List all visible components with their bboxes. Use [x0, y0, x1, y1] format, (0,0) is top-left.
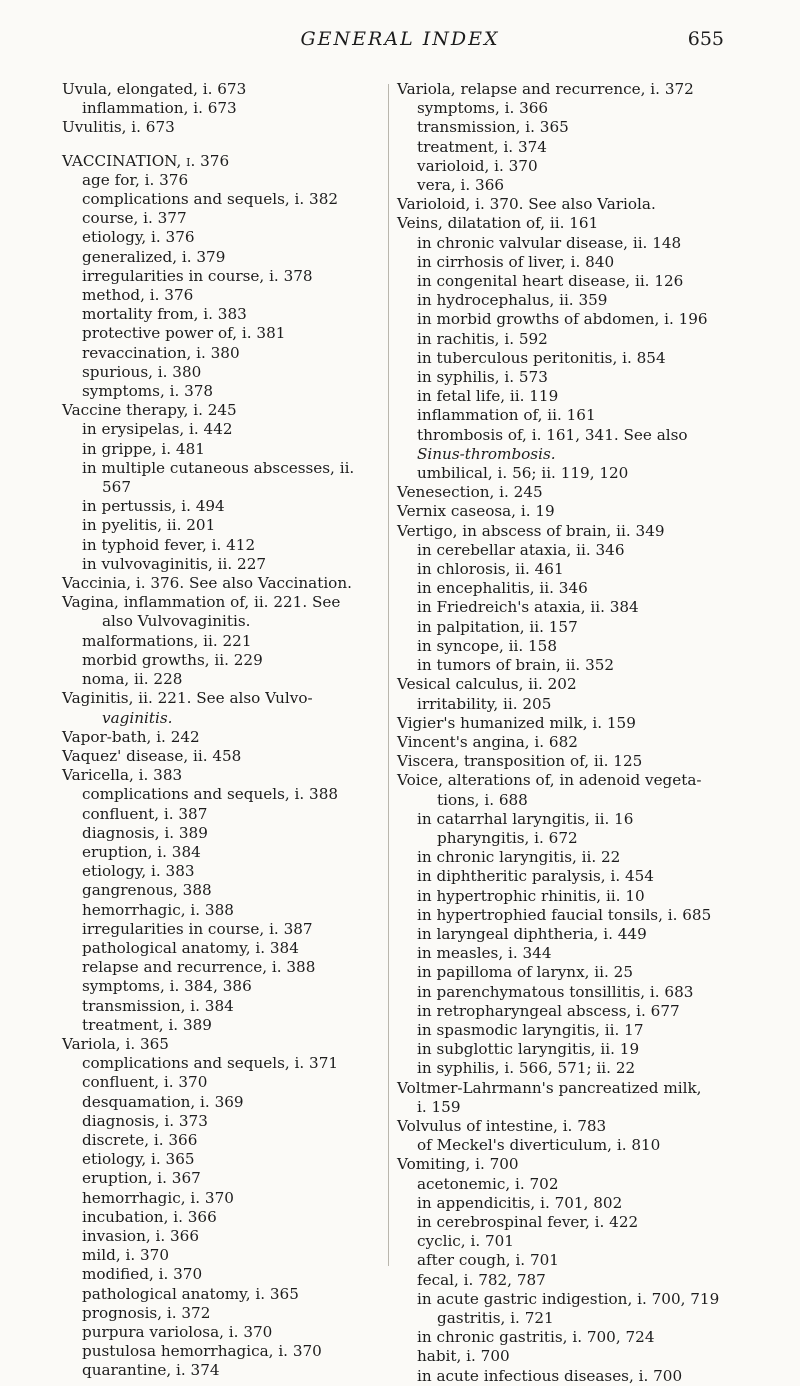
index-subentry: desquamation, i. 369 — [82, 1092, 244, 1111]
index-subentry: in chronic valvular disease, ii. 148 — [417, 233, 682, 252]
index-subentry: in pyelitis, ii. 201 — [82, 516, 216, 535]
index-subentry: umbilical, i. 56; ii. 119, 120 — [417, 464, 629, 483]
index-subentry: of Meckel's diverticulum, i. 810 — [417, 1136, 661, 1155]
index-subentry: in encephalitis, ii. 346 — [417, 579, 588, 598]
index-subentry: in hydrocephalus, ii. 359 — [417, 291, 608, 310]
index-subentry: spurious, i. 380 — [82, 362, 202, 381]
column-divider — [388, 84, 389, 1266]
index-entry: Viscera, transposition of, ii. 125 — [397, 752, 643, 771]
index-subentry: eruption, i. 384 — [82, 842, 201, 861]
index-subentry: in cerebellar ataxia, ii. 346 — [417, 540, 625, 559]
index-subentry: in syncope, ii. 158 — [417, 636, 557, 655]
index-subentry: morbid growths, ii. 229 — [82, 650, 263, 669]
index-subentry: symptoms, i. 384, 386 — [82, 977, 252, 996]
index-subentry: in chlorosis, ii. 461 — [417, 560, 564, 579]
index-subentry: after cough, i. 701 — [417, 1251, 559, 1270]
index-entry: Vaccine therapy, i. 245 — [62, 401, 237, 420]
index-subentry: in palpitation, ii. 157 — [417, 617, 578, 636]
index-subentry: treatment, i. 389 — [82, 1015, 212, 1034]
index-subentry: invasion, i. 366 — [82, 1226, 200, 1245]
index-subentry: in erysipelas, i. 442 — [82, 420, 233, 439]
index-subentry: in acute gastric indigestion, i. 700, 719 — [417, 1289, 720, 1308]
index-subentry: in chronic laryngitis, ii. 22 — [417, 848, 621, 867]
index-subentry: irregularities in course, i. 387 — [82, 919, 313, 938]
index-subentry: diagnosis, i. 389 — [82, 823, 208, 842]
index-subentry: hemorrhagic, i. 388 — [82, 900, 234, 919]
index-entry: Vaquez' disease, ii. 458 — [62, 746, 242, 765]
index-subentry: thrombosis of, i. 161, 341. See also — [417, 425, 688, 444]
index-continuation: also Vulvovaginitis. — [102, 612, 251, 631]
index-continuation: i. 159 — [417, 1097, 461, 1116]
index-subentry: age for, i. 376 — [82, 170, 189, 189]
index-subentry: inflammation of, ii. 161 — [417, 406, 596, 425]
index-entry: Vernix caseosa, i. 19 — [397, 502, 555, 521]
index-subentry: in cerebrospinal fever, i. 422 — [417, 1212, 639, 1231]
index-subentry: in chronic gastritis, i. 700, 724 — [417, 1328, 655, 1347]
index-continuation: vaginitis. — [102, 708, 173, 727]
index-entry: Vigier's humanized milk, i. 159 — [397, 713, 636, 732]
index-entry: Varicella, i. 383 — [62, 766, 183, 785]
index-subentry: in congenital heart disease, ii. 126 — [417, 272, 684, 291]
index-subentry: course, i. 377 — [82, 209, 187, 228]
index-entry: Voice, alterations of, in adenoid vegeta- — [397, 771, 702, 790]
index-subentry: in appendicitis, i. 701, 802 — [417, 1193, 623, 1212]
index-continuation: gastritis, i. 721 — [437, 1309, 554, 1327]
index-column-left — [62, 80, 380, 1381]
index-subentry: relapse and recurrence, i. 388 — [82, 958, 316, 977]
index-subentry: in laryngeal diphtheria, i. 449 — [417, 924, 647, 943]
index-subentry: confluent, i. 387 — [82, 804, 208, 823]
index-entry: Venesection, i. 245 — [397, 483, 543, 502]
index-subentry: mortality from, i. 383 — [82, 305, 247, 324]
index-entry: Vincent's angina, i. 682 — [397, 732, 578, 751]
index-subentry: in parenchymatous tonsillitis, i. 683 — [417, 982, 694, 1001]
index-subentry: in multiple cutaneous abscesses, ii. — [82, 458, 355, 477]
index-entry: Vapor-bath, i. 242 — [62, 727, 200, 746]
index-subentry: complications and sequels, i. 388 — [82, 785, 339, 804]
index-subentry: in syphilis, i. 573 — [417, 368, 548, 387]
index-subentry: acetonemic, i. 702 — [417, 1174, 559, 1193]
index-subentry: etiology, i. 376 — [82, 228, 195, 247]
index-subentry: in cirrhosis of liver, i. 840 — [417, 252, 615, 271]
index-subentry: hemorrhagic, i. 370 — [82, 1188, 234, 1207]
index-subentry: complications and sequels, i. 382 — [82, 190, 339, 209]
index-entry: Volvulus of intestine, i. 783 — [397, 1116, 607, 1135]
index-entry: Vesical calculus, ii. 202 — [397, 675, 577, 694]
index-entry: Variola, i. 365 — [62, 1034, 169, 1053]
index-entry: Uvula, elongated, i. 673 — [62, 80, 247, 98]
index-subentry: transmission, i. 384 — [82, 996, 234, 1015]
index-subentry: symptoms, i. 378 — [82, 382, 214, 401]
index-subentry: in fetal life, ii. 119 — [417, 387, 559, 406]
index-subentry: in subglottic laryngitis, ii. 19 — [417, 1040, 640, 1059]
index-subentry: discrete, i. 366 — [82, 1130, 198, 1149]
index-subentry: in syphilis, i. 566, 571; ii. 22 — [417, 1059, 636, 1078]
index-subentry: purpura variolosa, i. 370 — [82, 1323, 273, 1341]
index-subentry: etiology, i. 383 — [82, 862, 195, 881]
index-continuation: tions, i. 688 — [437, 790, 528, 809]
index-subentry: mild, i. 370 — [82, 1246, 169, 1265]
index-subentry: irregularities in course, i. 378 — [82, 266, 313, 285]
index-subentry: vera, i. 366 — [417, 176, 505, 195]
index-entry: Varioloid, i. 370. See also Variola. — [397, 195, 656, 214]
index-subentry: gangrenous, 388 — [82, 881, 212, 900]
index-subentry: in acute infectious diseases, i. 700 — [417, 1366, 683, 1385]
index-continuation: Sinus-thrombosis. — [417, 444, 556, 463]
index-subentry: in Friedreich's ataxia, ii. 384 — [417, 598, 639, 617]
index-subentry: complications and sequels, i. 371 — [82, 1054, 339, 1073]
index-entry: Vaccinia, i. 376. See also Vaccination. — [62, 574, 352, 593]
index-subentry: varioloid, i. 370 — [417, 156, 538, 175]
index-subentry: in hypertrophied faucial tonsils, i. 685 — [417, 905, 712, 924]
index-subentry: revaccination, i. 380 — [82, 343, 240, 362]
index-subentry: treatment, i. 374 — [417, 137, 547, 156]
index-entry: VACCINATION, i. 376 — [62, 151, 230, 170]
index-entry: Veins, dilatation of, ii. 161 — [397, 214, 599, 233]
index-subentry: in rachitis, i. 592 — [417, 329, 548, 348]
page-number: 655 — [687, 28, 724, 50]
index-entry: Voltmer-Lahrmann's pancreatized milk, — [397, 1078, 702, 1097]
index-column-right — [397, 80, 743, 1386]
index-entry: Vertigo, in abscess of brain, ii. 349 — [397, 521, 665, 540]
index-subentry: in diphtheritic paralysis, i. 454 — [417, 867, 654, 886]
index-entry: Vomiting, i. 700 — [397, 1155, 519, 1174]
index-subentry: fecal, i. 782, 787 — [417, 1270, 546, 1289]
index-subentry: in typhoid fever, i. 412 — [82, 535, 256, 554]
index-subentry: in papilloma of larynx, ii. 25 — [417, 963, 634, 982]
index-entry: Vagina, inflammation of, ii. 221. See — [62, 593, 341, 612]
index-entry: Vaginitis, ii. 221. See also Vulvo- — [62, 689, 313, 708]
index-subentry: quarantine, i. 374 — [82, 1361, 220, 1380]
index-subentry: inflammation, i. 673 — [82, 99, 237, 118]
index-subentry: cyclic, i. 701 — [417, 1232, 514, 1251]
index-subentry: noma, ii. 228 — [82, 670, 183, 689]
index-continuation: 567 — [102, 478, 131, 497]
index-subentry: in retropharyngeal abscess, i. 677 — [417, 1001, 680, 1020]
index-subentry: confluent, i. 370 — [82, 1073, 208, 1092]
index-subentry: method, i. 376 — [82, 286, 194, 305]
index-subentry: in grippe, i. 481 — [82, 439, 205, 458]
index-subentry: modified, i. 370 — [82, 1265, 203, 1284]
index-subentry: pathological anatomy, i. 365 — [82, 1284, 299, 1303]
index-subentry: malformations, ii. 221 — [82, 631, 252, 650]
index-subentry: protective power of, i. 381 — [82, 324, 286, 343]
index-subentry: in tumors of brain, ii. 352 — [417, 656, 615, 675]
index-subentry: eruption, i. 367 — [82, 1169, 201, 1188]
running-title: GENERAL INDEX — [300, 28, 500, 50]
index-subentry: in catarrhal laryngitis, ii. 16 — [417, 809, 634, 828]
index-continuation: pharyngitis, i. 672 — [437, 828, 578, 847]
index-subentry: pathological anatomy, i. 384 — [82, 938, 299, 957]
index-subentry: incubation, i. 366 — [82, 1207, 217, 1226]
index-subentry: in vulvovaginitis, ii. 227 — [82, 554, 267, 573]
index-subentry: in spasmodic laryngitis, ii. 17 — [417, 1020, 644, 1039]
index-subentry: prognosis, i. 372 — [82, 1303, 211, 1322]
index-subentry: in tuberculous peritonitis, i. 854 — [417, 348, 666, 367]
index-subentry: symptoms, i. 366 — [417, 99, 549, 118]
index-subentry: habit, i. 700 — [417, 1347, 510, 1366]
index-subentry: in pertussis, i. 494 — [82, 497, 225, 516]
index-subentry: pustulosa hemorrhagica, i. 370 — [82, 1342, 322, 1361]
index-subentry: in morbid growths of abdomen, i. 196 — [417, 310, 708, 329]
index-subentry: transmission, i. 365 — [417, 118, 569, 137]
index-subentry: in measles, i. 344 — [417, 944, 552, 963]
index-entry: Uvulitis, i. 673 — [62, 118, 175, 137]
index-entry: Variola, relapse and recurrence, i. 372 — [397, 80, 694, 98]
index-subentry: etiology, i. 365 — [82, 1150, 195, 1169]
index-subentry: diagnosis, i. 373 — [82, 1111, 208, 1130]
index-subentry: in hypertrophic rhinitis, ii. 10 — [417, 886, 645, 905]
page-header — [0, 28, 800, 58]
index-subentry: irritability, ii. 205 — [417, 694, 552, 713]
index-subentry: generalized, i. 379 — [82, 247, 226, 266]
